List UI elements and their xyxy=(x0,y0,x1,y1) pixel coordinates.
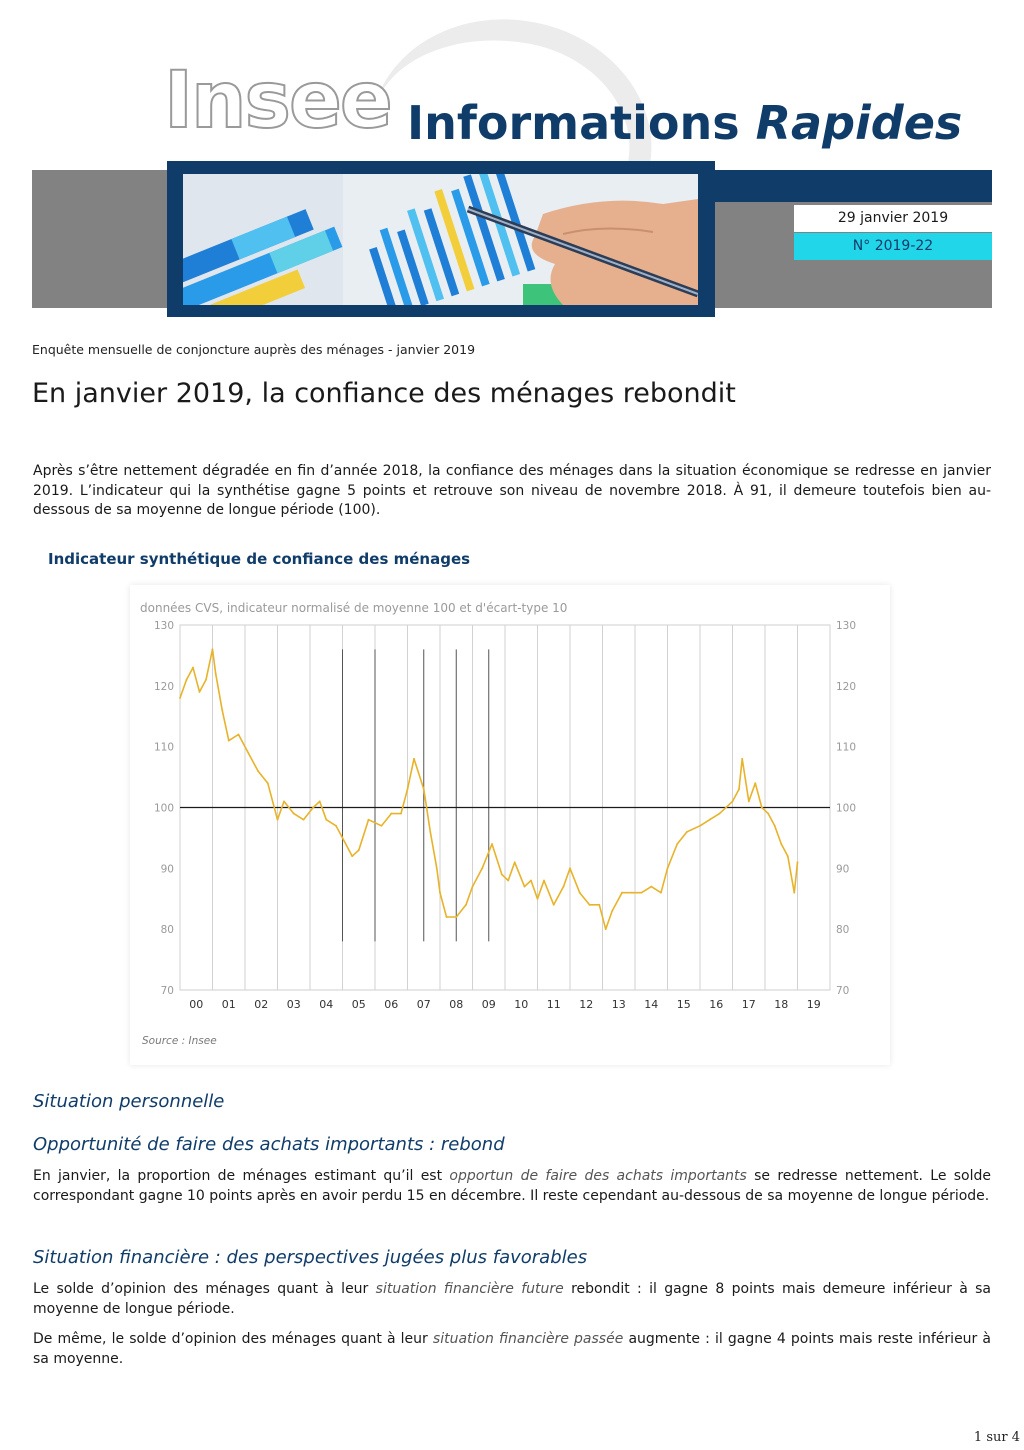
data-point xyxy=(238,734,240,736)
y-tick-label-right: 110 xyxy=(836,741,857,754)
page-number: 1 sur 4 xyxy=(973,1430,1020,1445)
data-point xyxy=(631,892,633,894)
data-point xyxy=(641,892,643,894)
data-point xyxy=(530,880,532,882)
data-point xyxy=(205,679,207,681)
section-heading-personal: Situation personnelle xyxy=(33,1091,225,1112)
header-navy-band xyxy=(715,170,992,202)
data-point xyxy=(481,867,483,869)
x-tick-label: 08 xyxy=(449,998,464,1011)
data-point xyxy=(257,770,259,772)
chart-heading: Indicateur synthétique de confiance des ménages xyxy=(48,550,471,568)
data-point xyxy=(507,880,509,882)
data-point xyxy=(780,843,782,845)
purchases-text-after: se redresse nettement. Le solde correspondant gagne 10 points après en avoir perdu 15 en décembre. Il reste cependant au-dessous de sa moyenne de longue période. xyxy=(33,1168,991,1204)
data-point xyxy=(423,788,425,790)
purchases-paragraph xyxy=(33,1167,991,1206)
data-point xyxy=(283,801,285,803)
data-point xyxy=(676,843,678,845)
past-text-before: De même, le solde d’opinion des ménages quant à leur xyxy=(33,1331,433,1347)
header-photo-charts-and-pen xyxy=(183,174,698,305)
subsection-heading-purchases: Opportunité de faire des achats importants : rebond xyxy=(33,1134,505,1155)
data-point xyxy=(465,904,467,906)
data-point xyxy=(738,788,740,790)
confidence-line-chart xyxy=(130,585,890,1065)
x-tick-label: 15 xyxy=(676,998,691,1011)
publication-number: N° 2019-22 xyxy=(794,233,992,260)
data-point xyxy=(660,892,662,894)
data-point xyxy=(381,825,383,827)
data-point xyxy=(179,697,181,699)
y-tick-label-right: 100 xyxy=(836,802,857,815)
data-point xyxy=(446,916,448,918)
data-point xyxy=(267,782,269,784)
y-tick-label-left: 100 xyxy=(153,802,174,815)
data-point xyxy=(368,819,370,821)
y-tick-label-left: 130 xyxy=(153,620,174,632)
past-text-italic: situation financière passée xyxy=(432,1331,624,1347)
y-tick-label-left: 110 xyxy=(153,741,174,754)
data-point xyxy=(303,819,305,821)
data-point xyxy=(589,904,591,906)
data-point xyxy=(436,867,438,869)
data-point xyxy=(186,679,188,681)
data-point xyxy=(650,886,652,888)
x-tick-label: 14 xyxy=(644,998,659,1011)
y-tick-label-right: 120 xyxy=(836,680,857,693)
chart-card xyxy=(130,585,890,1065)
x-tick-label: 07 xyxy=(416,998,431,1011)
purchases-text-before: En janvier, la proportion de ménages estimant qu’il est xyxy=(33,1168,450,1184)
publication-title xyxy=(407,96,963,150)
data-point xyxy=(621,892,623,894)
x-tick-label: 19 xyxy=(806,998,821,1011)
data-point xyxy=(325,819,327,821)
x-tick-label: 16 xyxy=(709,998,724,1011)
future-text-after: rebondit : il gagne 8 points mais demeure inférieur à sa moyenne de longue période. xyxy=(33,1281,991,1317)
chart-grid xyxy=(180,625,830,990)
data-point xyxy=(247,752,249,754)
x-tick-label: 12 xyxy=(579,998,594,1011)
data-point xyxy=(472,886,474,888)
data-point xyxy=(537,898,539,900)
data-point xyxy=(686,831,688,833)
x-tick-label: 10 xyxy=(514,998,529,1011)
financial-future-paragraph xyxy=(33,1280,991,1319)
data-point xyxy=(358,849,360,851)
data-point xyxy=(221,709,223,711)
data-point xyxy=(390,813,392,815)
data-point xyxy=(754,782,756,784)
data-point xyxy=(611,910,613,912)
data-point xyxy=(543,880,545,882)
insee-logo: Insee xyxy=(164,56,391,146)
x-tick-label: 02 xyxy=(254,998,269,1011)
data-point xyxy=(553,904,555,906)
data-point xyxy=(667,867,669,869)
intro-paragraph: Après s’être nettement dégradée en fin d’année 2018, la confiance des ménages dans la situation économique se redresse en janvier 2019. L’indicateur qui la synthétise gagne 5 points et retrouve son niveau de novembre 2018. À 91, il demeure toutefois bien au-dessous de sa moyenne de longue période (100). xyxy=(33,463,991,518)
data-point xyxy=(212,648,214,650)
y-tick-label-left: 90 xyxy=(160,863,174,876)
chart-subtitle: données CVS, indicateur normalisé de moyenne 100 et d'écart-type 10 xyxy=(140,601,568,615)
data-point xyxy=(741,758,743,760)
data-point xyxy=(699,825,701,827)
data-point xyxy=(767,813,769,815)
data-point xyxy=(569,867,571,869)
data-point xyxy=(277,819,279,821)
data-point xyxy=(797,861,799,863)
purchases-text-italic: opportun de faire des achats importants xyxy=(449,1168,747,1184)
data-point xyxy=(413,758,415,760)
data-point xyxy=(748,801,750,803)
x-tick-label: 01 xyxy=(221,998,236,1011)
x-tick-label: 04 xyxy=(319,998,334,1011)
y-tick-label-left: 80 xyxy=(160,924,174,937)
data-point xyxy=(312,807,314,809)
data-point xyxy=(439,892,441,894)
y-tick-label-right: 70 xyxy=(836,985,850,997)
data-point xyxy=(342,837,344,839)
data-point xyxy=(228,740,230,742)
subsection-heading-financial: Situation financière : des perspectives jugées plus favorables xyxy=(33,1247,588,1268)
data-point xyxy=(598,904,600,906)
data-point xyxy=(719,813,721,815)
data-point xyxy=(429,831,431,833)
data-point xyxy=(732,801,734,803)
future-text-italic: situation financière future xyxy=(375,1281,564,1297)
data-point xyxy=(215,673,217,675)
data-point xyxy=(293,813,295,815)
data-point xyxy=(563,886,565,888)
data-point xyxy=(709,819,711,821)
x-tick-label: 11 xyxy=(546,998,561,1011)
data-point xyxy=(774,825,776,827)
data-point xyxy=(514,861,516,863)
data-point xyxy=(793,892,795,894)
publication-date: 29 janvier 2019 xyxy=(794,205,992,232)
publication-title-italic: Rapides xyxy=(755,96,963,150)
future-text-before: Le solde d’opinion des ménages quant à leur xyxy=(33,1281,376,1297)
data-point xyxy=(199,691,201,693)
chart-source: Source : Insee xyxy=(142,1035,217,1047)
survey-subtitle: Enquête mensuelle de conjoncture auprès des ménages - janvier 2019 xyxy=(32,342,476,357)
y-tick-label-right: 130 xyxy=(836,620,857,632)
publication-title-main: Informations xyxy=(407,96,740,150)
data-point xyxy=(501,874,503,876)
data-point xyxy=(787,855,789,857)
data-point xyxy=(407,788,409,790)
x-tick-label: 09 xyxy=(481,998,496,1011)
data-point xyxy=(351,855,353,857)
y-tick-label-right: 80 xyxy=(836,924,850,937)
y-tick-label-left: 70 xyxy=(160,985,174,997)
y-tick-label-right: 90 xyxy=(836,863,850,876)
past-text-after: augmente : il gagne 4 points mais reste inférieur à sa moyenne. xyxy=(33,1331,992,1367)
data-point xyxy=(524,886,526,888)
data-point xyxy=(400,813,402,815)
main-title: En janvier 2019, la confiance des ménages rebondit xyxy=(32,378,736,409)
data-point xyxy=(335,825,337,827)
x-tick-label: 03 xyxy=(286,998,301,1011)
x-tick-label: 00 xyxy=(189,998,204,1011)
x-tick-label: 06 xyxy=(384,998,399,1011)
data-point xyxy=(761,807,763,809)
data-point xyxy=(192,667,194,669)
data-point xyxy=(579,892,581,894)
x-tick-label: 17 xyxy=(741,998,756,1011)
data-point xyxy=(605,928,607,930)
x-tick-label: 18 xyxy=(774,998,789,1011)
x-tick-label: 05 xyxy=(351,998,366,1011)
data-point xyxy=(455,916,457,918)
x-tick-label: 13 xyxy=(611,998,626,1011)
data-point xyxy=(491,843,493,845)
financial-past-paragraph xyxy=(33,1330,991,1369)
y-tick-label-left: 120 xyxy=(153,680,174,693)
data-point xyxy=(319,801,321,803)
